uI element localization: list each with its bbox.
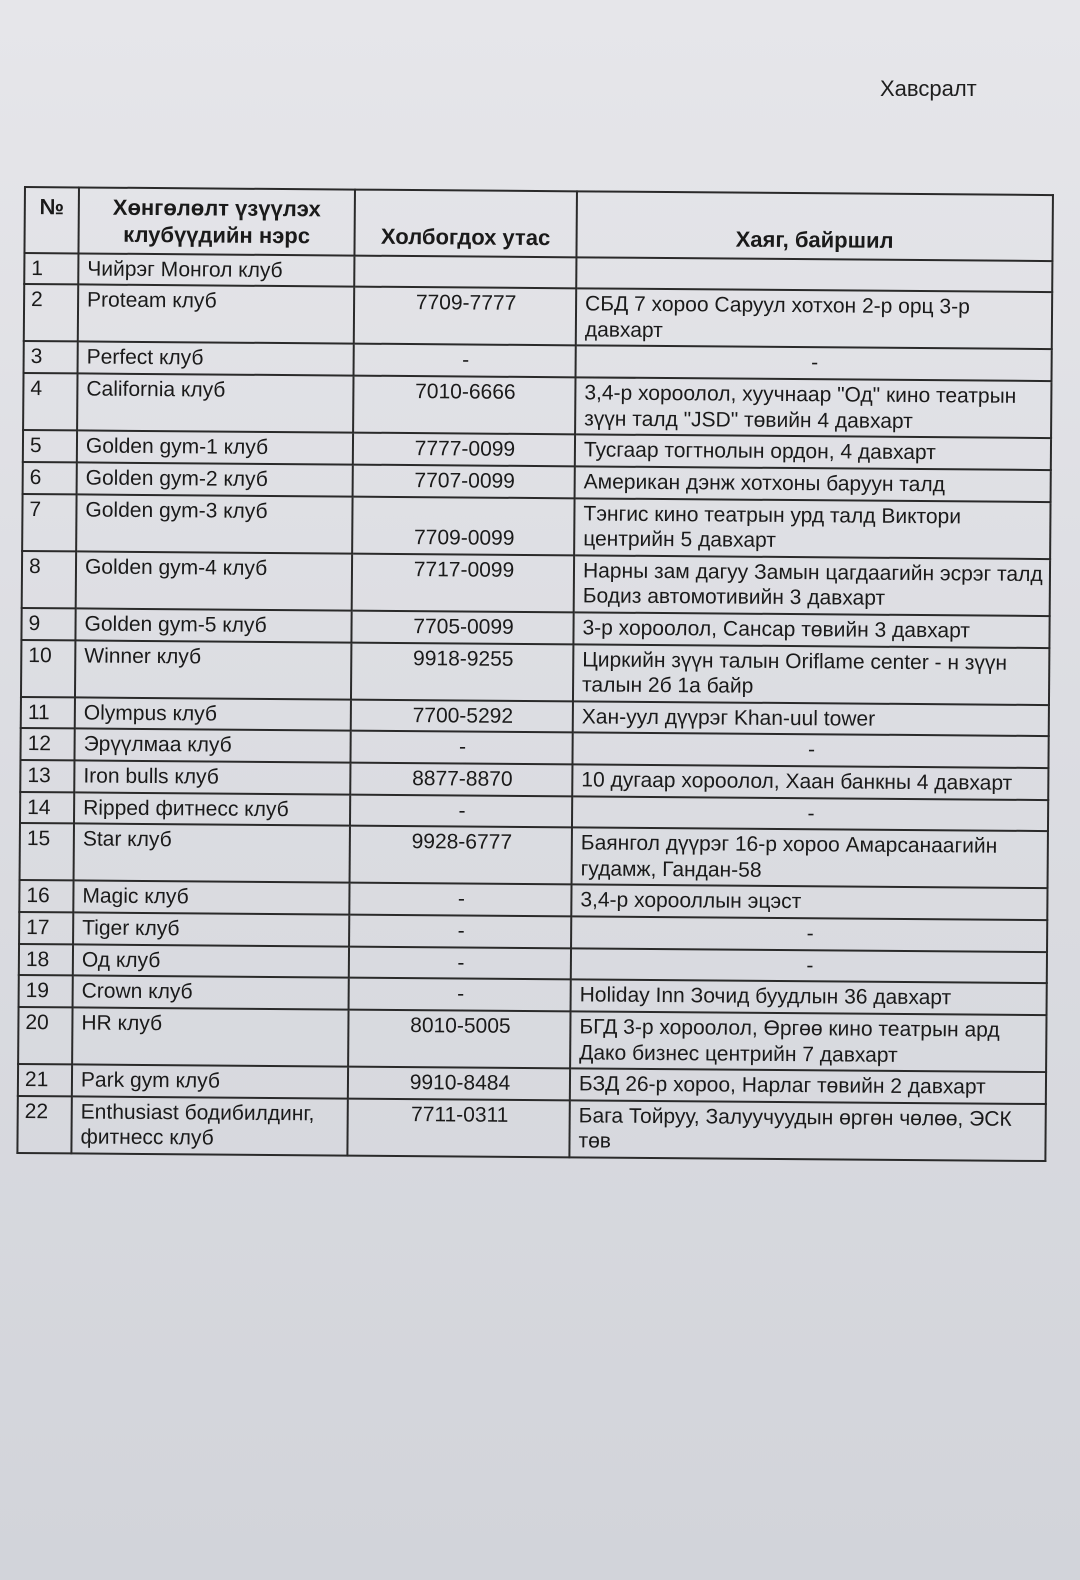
table-row bbox=[21, 640, 1049, 705]
club-name: Park gym клуб bbox=[72, 1065, 348, 1099]
address: Holiday Inn Зочид буудлын 36 давхарт bbox=[571, 980, 1047, 1015]
phone-number: - bbox=[349, 978, 571, 1011]
row-number: 15 bbox=[20, 823, 74, 881]
row-number: 5 bbox=[23, 430, 77, 462]
table-row bbox=[20, 823, 1048, 888]
phone-number: - bbox=[350, 794, 572, 827]
club-name: Star клуб bbox=[74, 824, 350, 883]
header-club-name: Хөнгөлөлт үзүүлэх клубүүдийн нэрс bbox=[78, 187, 355, 255]
club-name: Эрүүлмаа клуб bbox=[74, 729, 350, 763]
club-name: Од клуб bbox=[73, 944, 349, 978]
row-number: 6 bbox=[23, 462, 77, 494]
address: Тэнгис кино театрын урд талд Виктори центрийн 5 давхарт bbox=[574, 498, 1050, 559]
address: 3,4-р хорооллын эцэст bbox=[571, 885, 1047, 920]
appendix-label: Хавсралт bbox=[880, 76, 977, 101]
club-name: Proteam клуб bbox=[78, 285, 354, 344]
phone-number: 7707-0099 bbox=[353, 465, 575, 498]
address: 3-р хороолол, Сансар төвийн 3 давхарт bbox=[573, 612, 1049, 647]
table-row bbox=[18, 1007, 1046, 1072]
address: - bbox=[572, 796, 1048, 831]
club-name: Golden gym-2 клуб bbox=[77, 462, 353, 496]
address: - bbox=[571, 948, 1047, 983]
phone-number: 7709-7777 bbox=[354, 287, 576, 346]
club-name: Enthusiast бодибилдинг, фитнесс клуб bbox=[71, 1096, 347, 1155]
phone-number: 8877-8870 bbox=[350, 763, 572, 796]
address: 10 дугаар хороолол, Хаан банкны 4 давхарт bbox=[572, 764, 1048, 799]
club-name: Olympus клуб bbox=[75, 697, 351, 731]
club-name: Iron bulls клуб bbox=[74, 760, 350, 794]
row-number: 1 bbox=[24, 253, 78, 285]
row-number: 21 bbox=[18, 1064, 72, 1096]
phone-number: - bbox=[349, 946, 571, 979]
row-number: 17 bbox=[19, 912, 73, 944]
phone-number: 9910-8484 bbox=[348, 1067, 570, 1100]
row-number: 12 bbox=[20, 728, 74, 760]
address: - bbox=[576, 346, 1052, 381]
club-name: California клуб bbox=[77, 374, 353, 433]
row-number: 22 bbox=[17, 1096, 71, 1154]
row-number: 13 bbox=[20, 760, 74, 792]
address: Баянгол дүүрэг 16-р хороо Амарсанаагийн гудамж, Гандан-58 bbox=[572, 828, 1048, 889]
phone-number bbox=[354, 255, 576, 288]
address: Нарны зам дагуу Замын цагдаагийн эсрэг талд Бодиз автомотивийн 3 давхарт bbox=[574, 555, 1050, 616]
phone-number: 7777-0099 bbox=[353, 433, 575, 466]
table-row bbox=[23, 373, 1051, 438]
address: СБД 7 хороо Саруул хотхон 2-р орц 3-р давхарт bbox=[576, 289, 1052, 350]
address bbox=[576, 257, 1052, 292]
address: Хан-уул дүүрэг Khan-uul tower bbox=[573, 701, 1049, 736]
phone-number: 7700-5292 bbox=[351, 699, 573, 732]
table-row bbox=[24, 284, 1052, 349]
club-name: Чийрэг Монгол клуб bbox=[78, 253, 354, 287]
table-row bbox=[22, 551, 1050, 616]
row-number: 16 bbox=[19, 880, 73, 912]
address: Американ дэнж хотхоны баруун талд bbox=[575, 466, 1051, 501]
header-number: № bbox=[24, 187, 79, 253]
phone-number: 7709-0099 bbox=[352, 496, 574, 555]
clubs-table bbox=[16, 186, 1054, 1162]
row-number: 7 bbox=[22, 494, 76, 552]
phone-number: 7705-0099 bbox=[351, 611, 573, 644]
club-name: Ripped фитнесс клуб bbox=[74, 792, 350, 826]
address: - bbox=[572, 733, 1048, 768]
row-number: 3 bbox=[24, 341, 78, 373]
row-number: 14 bbox=[20, 792, 74, 824]
row-number: 4 bbox=[23, 373, 77, 431]
address: 3,4-р хороолол, хуучнаар "Од" кино театрын зүүн талд "JSD" төвийн 4 давхарт bbox=[575, 377, 1051, 438]
club-name: Crown клуб bbox=[73, 976, 349, 1010]
phone-number: - bbox=[350, 731, 572, 764]
address: БЗД 26-р хороо, Нарлаг төвийн 2 давхарт bbox=[570, 1068, 1046, 1103]
row-number: 10 bbox=[21, 640, 75, 698]
row-number: 9 bbox=[21, 608, 75, 640]
table-row bbox=[17, 1096, 1045, 1161]
table-row bbox=[22, 494, 1050, 559]
address: Тусгаар тогтнолын ордон, 4 давхарт bbox=[575, 435, 1051, 470]
club-name: Golden gym-4 клуб bbox=[76, 551, 352, 610]
phone-number: 9918-9255 bbox=[351, 642, 573, 701]
header-phone: Холбогдох утас bbox=[354, 190, 577, 257]
header-address: Хаяг, байршил bbox=[576, 191, 1053, 260]
phone-number: 9928-6777 bbox=[350, 826, 572, 885]
phone-number: - bbox=[349, 915, 571, 948]
row-number: 8 bbox=[22, 551, 76, 609]
row-number: 19 bbox=[19, 975, 73, 1007]
address: - bbox=[571, 916, 1047, 951]
row-number: 11 bbox=[21, 697, 75, 729]
club-name: HR клуб bbox=[72, 1007, 348, 1066]
phone-number: 7711-0311 bbox=[347, 1098, 569, 1157]
address: БГД 3-р хороолол, Өргөө кино театрын ард Дако бизнес центрийн 7 давхарт bbox=[570, 1011, 1046, 1072]
club-name: Winner клуб bbox=[75, 640, 351, 699]
club-name: Tiger клуб bbox=[73, 912, 349, 946]
row-number: 18 bbox=[19, 944, 73, 976]
table-header-row bbox=[24, 187, 1052, 261]
club-name: Perfect клуб bbox=[78, 342, 354, 376]
club-name: Golden gym-5 клуб bbox=[75, 608, 351, 642]
club-name: Magic клуб bbox=[73, 881, 349, 915]
row-number: 2 bbox=[24, 284, 78, 342]
phone-number: 7717-0099 bbox=[352, 553, 574, 612]
address: Бага Тойруу, Залуучуудын өргөн чөлөө, ЭСК төв bbox=[569, 1100, 1045, 1161]
phone-number: - bbox=[354, 344, 576, 377]
phone-number: 7010-6666 bbox=[353, 376, 575, 435]
row-number: 20 bbox=[18, 1007, 72, 1065]
table-body bbox=[17, 253, 1052, 1161]
phone-number: - bbox=[349, 883, 571, 916]
club-name: Golden gym-1 клуб bbox=[77, 431, 353, 465]
address: Циркийн зүүн талын Oriflame center - н зүүн талын 2б 1а байр bbox=[573, 644, 1049, 705]
club-name: Golden gym-3 клуб bbox=[76, 494, 352, 553]
phone-number: 8010-5005 bbox=[348, 1009, 570, 1068]
